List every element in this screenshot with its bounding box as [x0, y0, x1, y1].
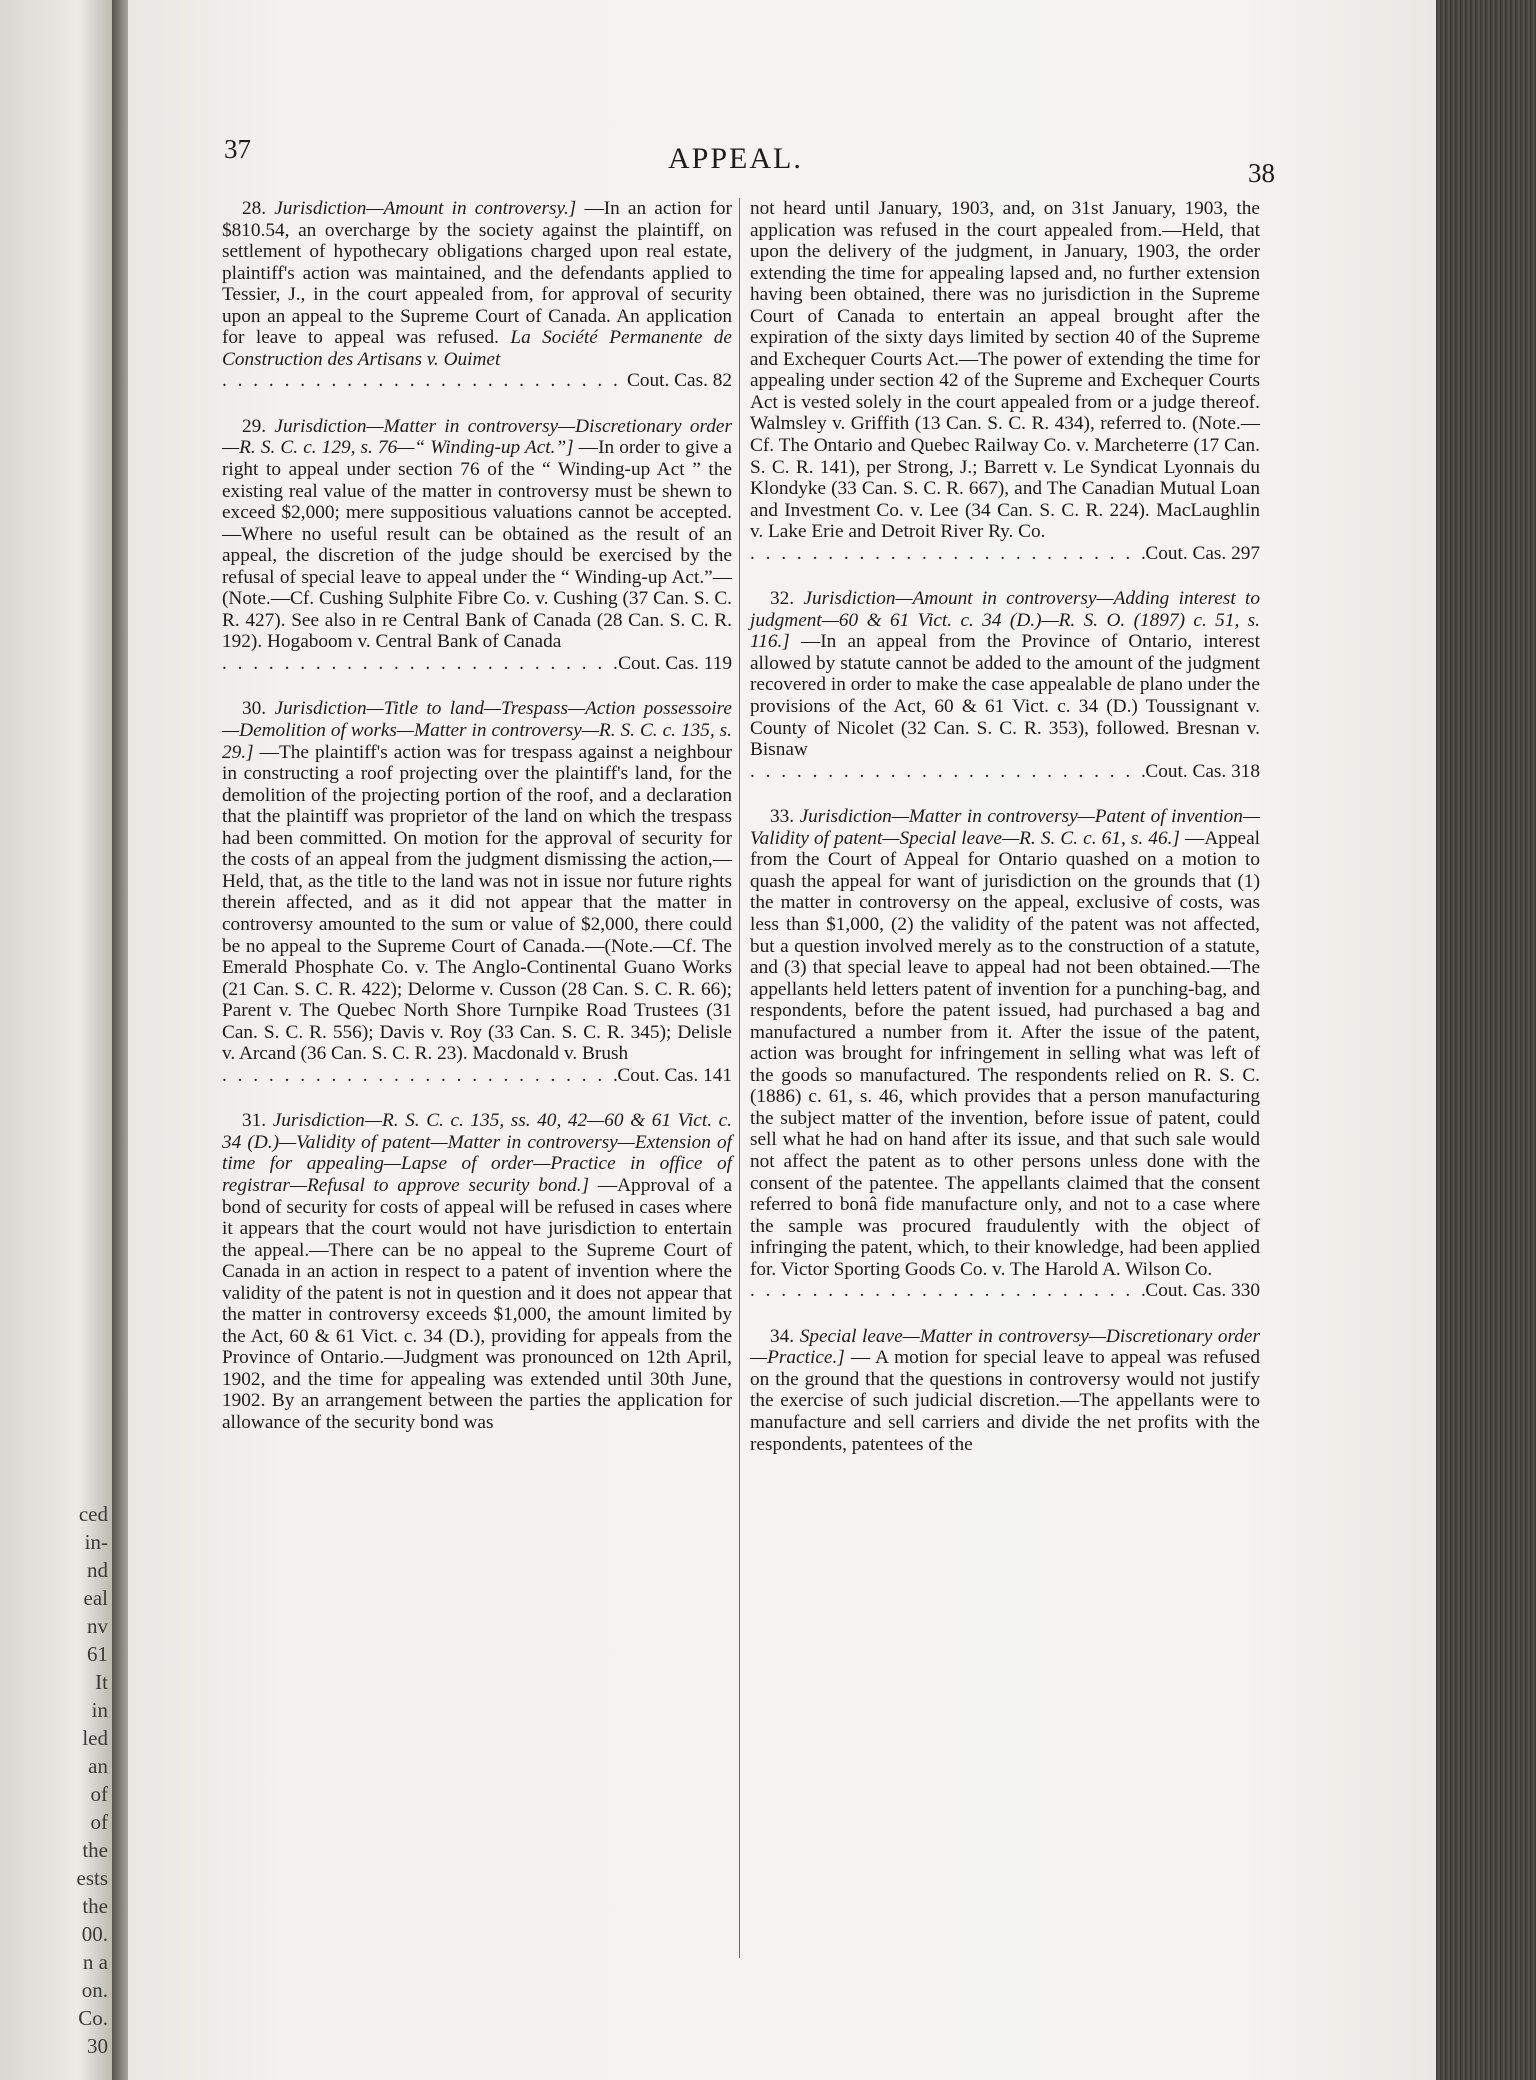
digest-entry-34	[750, 1326, 1260, 1455]
digest-entry-31-continued	[750, 198, 1260, 564]
citation: Cout. Cas. 330	[1145, 1280, 1260, 1302]
entry-headwords: Jurisdiction—Matter in controversy—Discretionary order—R. S. C. c. 129, s. 76—“ Winding-up Act.”]	[222, 415, 732, 459]
entry-number: 31.	[242, 1110, 267, 1132]
citation: Cout. Cas. 82	[627, 370, 732, 392]
previous-page-fragment: 61	[87, 1642, 108, 1666]
page-number-right: 38	[1248, 158, 1275, 188]
previous-page-fragment: Co.	[78, 2006, 108, 2030]
citation-line	[222, 653, 732, 675]
previous-page-fragment: nd	[87, 1558, 108, 1582]
entry-headwords: Special leave—Matter in controversy—Discretionary order—Practice.]	[750, 1325, 1260, 1369]
digest-entry-28	[222, 198, 732, 392]
previous-page-fragment: ests	[76, 1866, 108, 1890]
entry-number: 30.	[242, 698, 267, 720]
entry-body: —Approval of a bond of security for costs of appeal will be refused in cases where it appears that the court would not have jurisdiction to entertain the appeal.—There can be no appeal to the Supreme Court of Canada in an action in respect to a patent of invention where the validity of the patent is not in question and it does not appear that the matter in controversy exceeds $1,000, the amount limited by the Act, 60 & 61 Vict. c. 34 (D.), providing for appeals from the Province of Ontario.—Judgment was pronounced on 12th April, 1902, and the time for appealing was extended until 30th June, 1902. By an arrangement between the parties the application for allowance of the security bond was	[222, 1174, 733, 1433]
entry-body: — A motion for special leave to appeal was refused on the ground that the questions in controversy would not justify the exercise of such judicial discretion.—The appellants were to manufacture and sell carriers and divide the net profits with the respondents, patentees of the	[750, 1347, 1260, 1455]
running-header	[128, 128, 1436, 188]
running-title: APPEAL.	[668, 142, 803, 175]
entry-body: —In an appeal from the Province of Ontario, interest allowed by statute cannot be added to the amount of the judgment recovered in order to make the case appealable de plano under the provisions of the Act, 60 & 61 Vict. c. 34 (D.) Toussignant v. County of Nicolet (32 Can. S. C. R. 353), followed. Bresnan v. Bisnaw	[750, 631, 1260, 761]
previous-page-fragment: the	[82, 1894, 108, 1918]
citation-line	[222, 1065, 732, 1087]
entry-number: 28.	[242, 198, 267, 219]
case-name: La Société Permanente de Construction des Artisans v. Ouimet	[222, 327, 732, 370]
entry-body: —Appeal from the Court of Appeal for Ontario quashed on a motion to quash the appeal for want of jurisdiction on the grounds that (1) the matter in controversy on the appeal, exclusive of costs, was less than $1,000, (2) the validity of the patent was not affected, but a question involved merely as to the construction of a statute, and (3) that special leave to appeal had not been obtained.—The appellants held letters patent of invention for a punching-bag, and respondents, before the patent issued, had purchased a bag and manufactured a number from it. After the issue of the patent, action was brought for infringement in selling what was left of the goods so manufactured. The respondents relied on R. S. C. (1886) c. 61, s. 46, which provides that a person manufacturing the subject matter of the invention, before issue of patent, could sell what he had on hand after its issue, and that such sale would not affect the patent as to other persons unless done with the consent of the patentee. The appellants claimed that the consent referred to bonâ fide manufacture only, and not to a case where the sample was procured fraudulently with the object of infringing the patent, which, to their knowledge, had been applied for. Victor Sporting Goods Co. v. The Harold A. Wilson Co.	[750, 827, 1260, 1280]
citation: Cout. Cas. 318	[1145, 760, 1260, 782]
citation-line	[222, 370, 732, 392]
previous-page-edge	[0, 0, 112, 2080]
entry-body: —In an action for $810.54, an overcharge by the society against the plaintiff, on settlement of hypothecary obligations charged upon real estate, plaintiff's action was maintained, and the defendants applied to Tessier, J., in the court appealed from, for approval of security upon an appeal to the Supreme Court of Canada. An application for leave to appeal was refused.	[222, 198, 732, 349]
digest-entry-33	[750, 806, 1260, 1302]
entry-headwords: Jurisdiction—Title to land—Trespass—Action possessoire—Demolition of works—Matter in controversy—R. S. C. c. 135, s. 29.]	[222, 698, 732, 763]
citation: Cout. Cas. 297	[1145, 542, 1260, 564]
entry-number: 29.	[242, 415, 267, 437]
previous-page-fragment: of	[90, 1782, 108, 1806]
previous-page-fragment: on.	[81, 1978, 108, 2002]
entry-number: 33.	[770, 806, 795, 828]
previous-page-fragment: eal	[83, 1586, 108, 1610]
previous-page-fragment: in	[91, 1698, 108, 1722]
previous-page-fragment: nv	[87, 1614, 108, 1638]
book-page-edges	[1436, 0, 1536, 2080]
book-page	[128, 0, 1436, 2080]
book-gutter	[112, 0, 128, 2080]
entry-headwords: Jurisdiction—Amount in controversy—Adding interest to judgment—60 & 61 Vict. c. 34 (D.)—R. S. O. (1897) c. 51, s. 116.]	[750, 588, 1260, 653]
previous-page-fragment: 00.	[81, 1922, 108, 1946]
citation-line	[750, 1280, 1260, 1302]
entry-headwords: Jurisdiction—Matter in controversy—Patent of invention—Validity of patent—Special leave—R. S. C. c. 61, s. 46.]	[750, 806, 1260, 849]
previous-page-fragment: ced	[78, 1502, 108, 1526]
digest-entry-32	[750, 588, 1260, 782]
entry-body: not heard until January, 1903, and, on 31st January, 1903, the application was refused in the court appealed from.—Held, that upon the delivery of the judgment, in January, 1903, the order extending the time for appealing lapsed and, no further extension having been obtained, there was no jurisdiction in the Supreme Court of Canada to entertain an appeal brought after the expiration of the sixty days limited by section 40 of the Supreme and Exchequer Courts Act.—The power of extending the time for appealing under section 42 of the Supreme and Exchequer Courts Act is vested solely in the court appealed from or a judge thereof. Walmsley v. Griffith (13 Can. S. C. R. 434), referred to. (Note.—Cf. The Ontario and Quebec Railway Co. v. Marcheterre (17 Can. S. C. R. 141), per Strong, J.; Barrett v. Le Syndicat Lyonnais du Klondyke (33 Can. S. C. R. 667), and The Canadian Mutual Loan and Investment Co. v. Lee (34 Can. S. C. R. 224). MacLaughlin v. Lake Erie and Detroit River Ry. Co.	[750, 198, 1260, 543]
citation: Cout. Cas. 141	[617, 1064, 732, 1086]
entry-body: —In order to give a right to appeal under section 76 of the “ Winding-up Act ” the existing real value of the matter in controversy must be shewn to exceed $2,000; mere suppositious valuations cannot be accepted.—Where no useful result can be obtained as the result of an appeal, the discretion of the judge should be exercised by the refusal of special leave to appeal under the “ Winding-up Act.”—(Note.—Cf. Cushing Sulphite Fibre Co. v. Cushing (37 Can. S. C. R. 427). See also in re Central Bank of Canada (28 Can. S. C. R. 192). Hogaboom v. Central Bank of Canada	[222, 437, 732, 653]
entry-number: 34.	[770, 1325, 795, 1347]
column-divider	[739, 198, 740, 1958]
previous-page-fragment: in-	[84, 1530, 108, 1554]
entry-headwords: Jurisdiction—Amount in controversy.]	[274, 198, 577, 219]
previous-page-fragment: of	[90, 1810, 108, 1834]
left-column	[222, 198, 732, 1458]
digest-entry-31	[222, 1110, 732, 1433]
right-column	[750, 198, 1260, 1479]
previous-page-fragment: the	[82, 1838, 108, 1862]
digest-entry-29	[222, 416, 732, 675]
page-number-left: 37	[224, 134, 251, 164]
previous-page-fragment: It	[95, 1670, 108, 1694]
entry-headwords: Jurisdiction—R. S. C. c. 135, ss. 40, 42—60 & 61 Vict. c. 34 (D.)—Validity of patent—Matter in controversy—Extension of time for appealing—Lapse of order—Practice in office of registrar—Refusal to approve security bond.]	[222, 1110, 732, 1196]
previous-page-fragment: 30	[87, 2034, 108, 2058]
digest-entry-30	[222, 698, 732, 1086]
previous-page-fragment: an	[88, 1754, 108, 1778]
citation-line	[750, 543, 1260, 565]
citation-line	[750, 761, 1260, 783]
entry-number: 32.	[770, 588, 795, 610]
citation: Cout. Cas. 119	[618, 652, 732, 674]
previous-page-fragment: n a	[82, 1950, 108, 1974]
previous-page-fragment: led	[82, 1726, 108, 1750]
entry-body: —The plaintiff's action was for trespass against a neighbour in constructing a roof projecting over the plaintiff's land, for the demolition of the projecting portion of the roof, and a declaration that the plaintiff was proprietor of the land on which the trespass had been committed. On motion for the approval of security for the costs of an appeal from the judgment dismissing the action,—Held, that, as the title to the land was not in issue nor future rights therein affected, and as it did not appear that the matter in controversy amounted to the sum or value of $2,000, there could be no appeal to the Supreme Court of Canada.—(Note.—Cf. The Emerald Phosphate Co. v. The Anglo-Continental Guano Works (21 Can. S. C. R. 422); Delorme v. Cusson (28 Can. S. C. R. 66); Parent v. The Quebec North Shore Turnpike Road Trustees (31 Can. S. C. R. 556); Davis v. Roy (33 Can. S. C. R. 345); Delisle v. Arcand (36 Can. S. C. R. 23). Macdonald v. Brush	[222, 741, 732, 1065]
